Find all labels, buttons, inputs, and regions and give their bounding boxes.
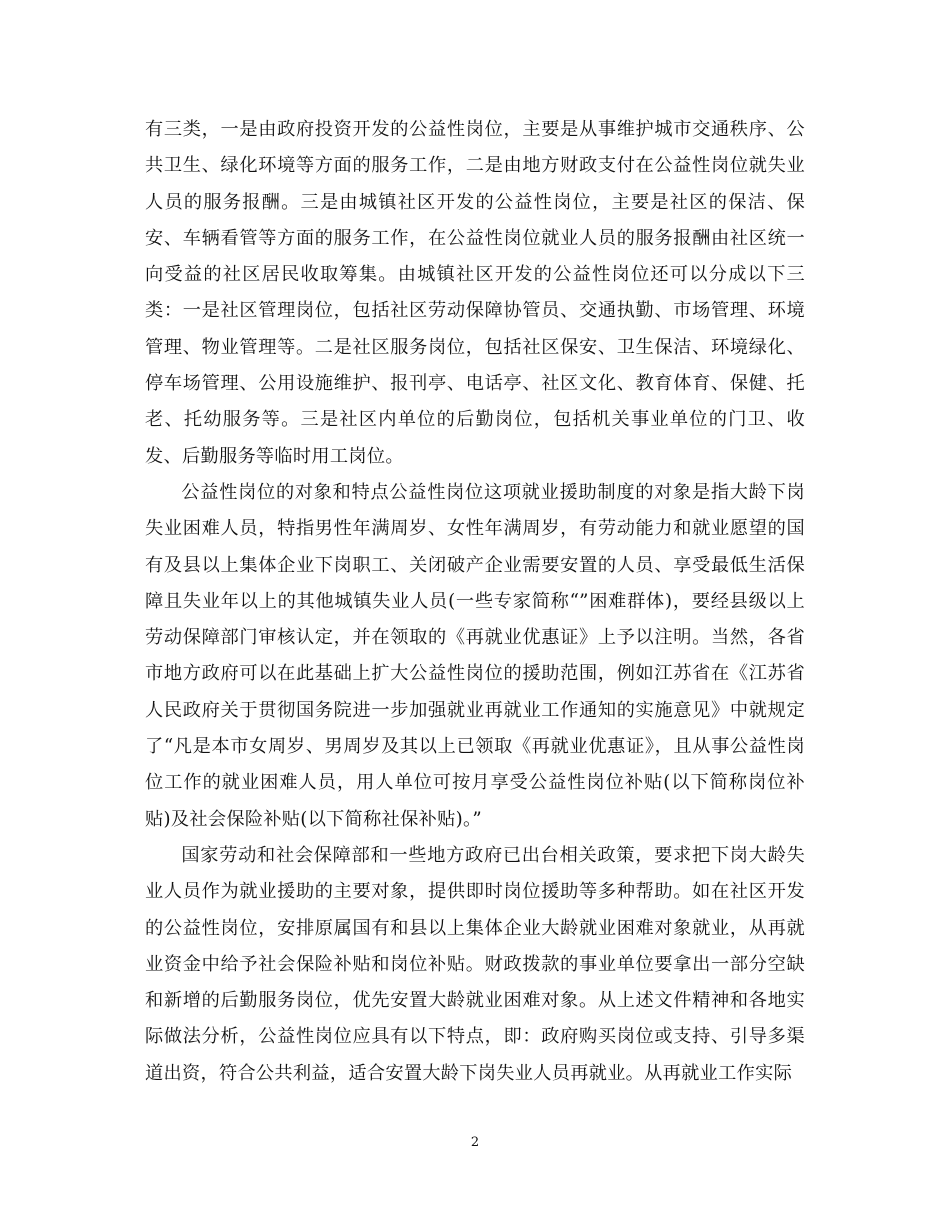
paragraph-3: 国家劳动和社会保障部和一些地方政府已出台相关政策，要求把下岗大龄失业人员作为就业援助的主要对象，提供即时岗位援助等多种帮助。如在社区开发的公益性岗位，安排原属国有和县以上集体企业大龄就业困难对象就业，从再就业资金中给予社会保险补贴和岗位补贴。财政拨款的事业单位要拿出一部分空缺和新增的后勤服务岗位，优先安置大龄就业困难对象。从上述文件精神和各地实际做法分析，公益性岗位应具有以下特点，即：政府购买岗位或支持、引导多渠道出资，符合公共利益，适合安置大龄下岗失业人员再就业。从再就业工作实际 <box>145 844 805 1084</box>
paragraph-2: 公益性岗位的对象和特点公益性岗位这项就业援助制度的对象是指大龄下岗失业困难人员，特指男性年满周岁、女性年满周岁，有劳动能力和就业愿望的国有及县以上集体企业下岗职工、关闭破产企业需要安置的人员、享受最低生活保障且失业年以上的其他城镇失业人员(一些专家简称“”困难群体)，要经县级以上劳动保障部门审核认定，并在领取的《再就业优惠证》上予以注明。当然，各省市地方政府可以在此基础上扩大公益性岗位的援助范围，例如江苏省在《江苏省人民政府关于贯彻国务院进一步加强就业再就业工作通知的实施意见》中就规定了“凡是本市女周岁、男周岁及其以上已领取《再就业优惠证》，且从事公益性岗位工作的就业困难人员，用人单位可按月享受公益性岗位补贴(以下简称岗位补贴)及社会保险补贴(以下简称社保补贴)。” <box>145 481 805 830</box>
page-number: 2 <box>470 1135 480 1150</box>
body-text <box>145 112 805 1092</box>
paragraph-1: 有三类，一是由政府投资开发的公益性岗位，主要是从事维护城市交通秩序、公共卫生、绿化环境等方面的服务工作，二是由地方财政支付在公益性岗位就失业人员的服务报酬。三是由城镇社区开发的公益性岗位，主要是社区的保洁、保安、车辆看管等方面的服务工作，在公益性岗位就业人员的服务报酬由社区统一向受益的社区居民收取筹集。由城镇社区开发的公益性岗位还可以分成以下三类：一是社区管理岗位，包括社区劳动保障协管员、交通执勤、市场管理、环境管理、物业管理等。二是社区服务岗位，包括社区保安、卫生保洁、环境绿化、停车场管理、公用设施维护、报刊亭、电话亭、社区文化、教育体育、保健、托老、托幼服务等。三是社区内单位的后勤岗位，包括机关事业单位的门卫、收发、后勤服务等临时用工岗位。 <box>145 119 805 467</box>
